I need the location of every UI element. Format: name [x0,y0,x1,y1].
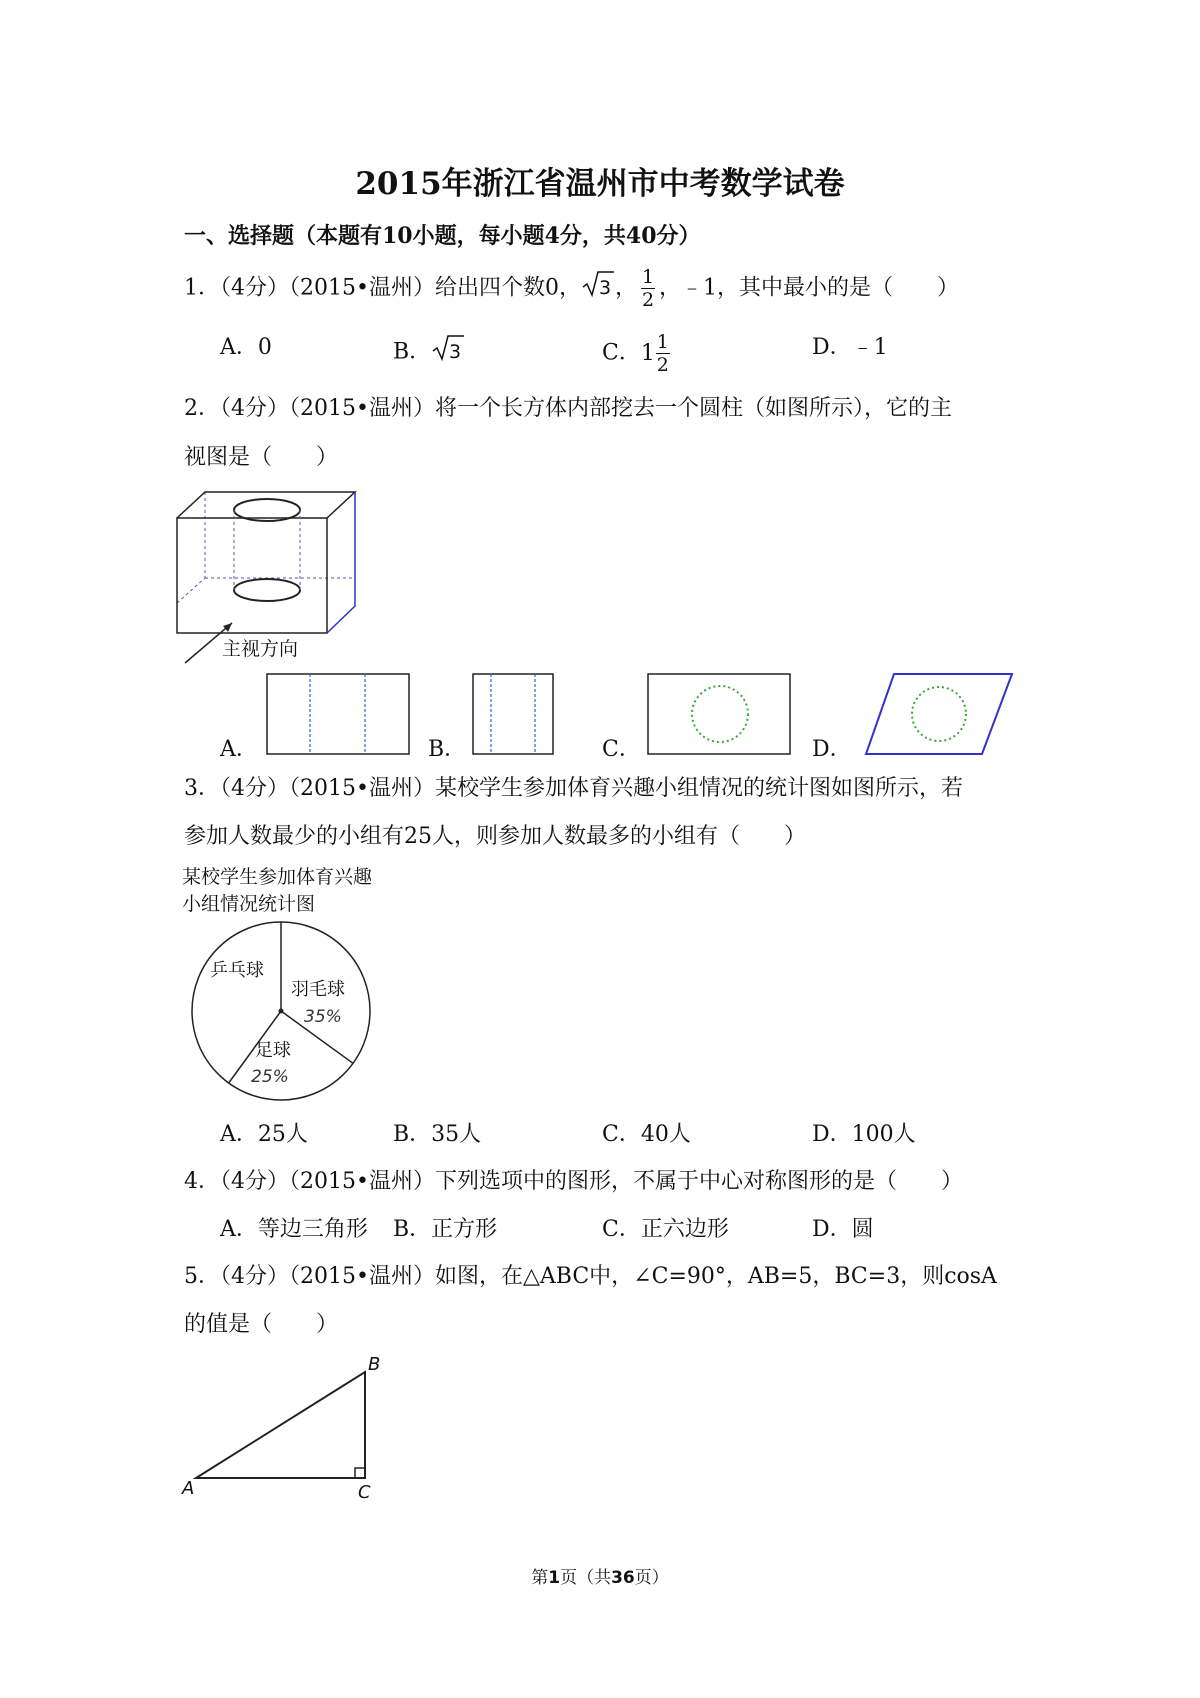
question-1: 1．（4分）（2015•温州）给出四个数0， 3 ， $\frac{1}{2}$ ，﹣1，其中最小的是（ ） [184,266,959,311]
footer-post: 页） [634,1568,669,1588]
slice-value-badminton: 35% [304,1007,342,1027]
chart-title-line-1: 某校学生参加体育兴趣 [182,866,373,888]
q2-option-a-figure [265,672,413,758]
triangle-abc [196,1372,365,1478]
right-angle-mark [355,1468,365,1478]
section-heading: 一、选择题（本题有10小题，每小题4分，共40分） [184,223,701,249]
direction-label: 主视方向 [222,638,299,660]
q4-option-c: C．正六边形 [602,1217,729,1242]
q1-sqrt [581,269,615,308]
q1-option-c [602,333,674,374]
q4-option-a: A．等边三角形 [220,1217,368,1242]
q4-option-b: B．正方形 [393,1217,498,1242]
q5-line-2: 的值是（ ） [184,1312,339,1337]
slice-label-football: 足球 [255,1040,291,1061]
q3-option-a: A．25人 [220,1122,308,1147]
q2-line-2: 视图是（ ） [184,445,339,470]
q1-fraction [641,268,655,309]
q2-option-d-figure [864,672,1014,758]
q3-option-b: B．35人 [393,1122,482,1147]
q1-option-b-radicand: 3 [449,341,462,363]
q1-suffix: ，﹣1，其中最小的是（ ） [658,275,959,301]
vertex-b-label: B [368,1354,381,1375]
q1-frac-num: 1 [641,266,655,288]
q1-option-c-whole: 1 [640,340,655,366]
q3-option-d: D．100人 [812,1122,916,1147]
q2-option-b-figure [471,672,557,758]
chart-title-line-2: 小组情况统计图 [182,893,316,915]
page-title: 2015年浙江省温州市中考数学试卷 [355,166,845,202]
q2-option-c-figure [646,672,794,758]
q2-option-d: D． [812,737,852,762]
footer-mid: 页（共 [560,1568,612,1588]
pie-center [279,1009,284,1014]
q2-line-1: 2．（4分）（2015•温州）将一个长方体内部挖去一个圆柱（如图所示），它的主 [184,396,952,421]
q1-option-c-num: 1 [656,331,669,353]
q2-option-a: A． [220,737,258,762]
q1-option-b-sqrt [431,333,465,372]
slice-label-pingpong: 乒乓球 [210,960,264,981]
q1-option-c-label: C． [602,340,641,366]
q1-frac-den: 2 [641,289,655,311]
q1-prefix: 1．（4分）（2015•温州）给出四个数0， [184,275,581,301]
q1-option-b [393,333,465,372]
vertex-c-label: C [358,1482,371,1502]
q1-option-d: D．﹣1 [812,335,888,360]
q3-line-1: 3．（4分）（2015•温州）某校学生参加体育兴趣小组情况的统计图如图所示，若 [184,776,963,801]
q1-option-c-den: 2 [656,354,669,376]
page-footer [0,1563,1200,1588]
q1-option-b-label: B． [393,339,432,365]
q1-sqrt-radicand: 3 [598,277,612,299]
q3-option-c: C．40人 [602,1122,691,1147]
pie-chart [183,918,383,1106]
triangle-abc-figure [178,1352,398,1502]
footer-total-pages: 36 [611,1568,635,1588]
q5-line-1: 5．（4分）（2015•温州）如图，在△ABC中，∠C=90°，AB=5，BC=3，则cosA [184,1264,997,1289]
vertex-a-label: A [182,1478,195,1499]
q2-option-c: C． [602,737,641,762]
q1-option-a: A．0 [220,335,272,360]
slice-value-football: 25% [251,1067,289,1087]
footer-pre: 第 [531,1568,549,1588]
q2-option-b: B． [428,737,467,762]
slice-label-badminton: 羽毛球 [291,979,345,1000]
footer-page-number: 1 [548,1568,561,1588]
q4-line-1: 4．（4分）（2015•温州）下列选项中的图形，不属于中心对称图形的是（ ） [184,1169,963,1194]
q4-option-d: D．圆 [812,1217,874,1242]
q3-line-2: 参加人数最少的小组有25人，则参加人数最多的小组有（ ） [184,824,806,849]
